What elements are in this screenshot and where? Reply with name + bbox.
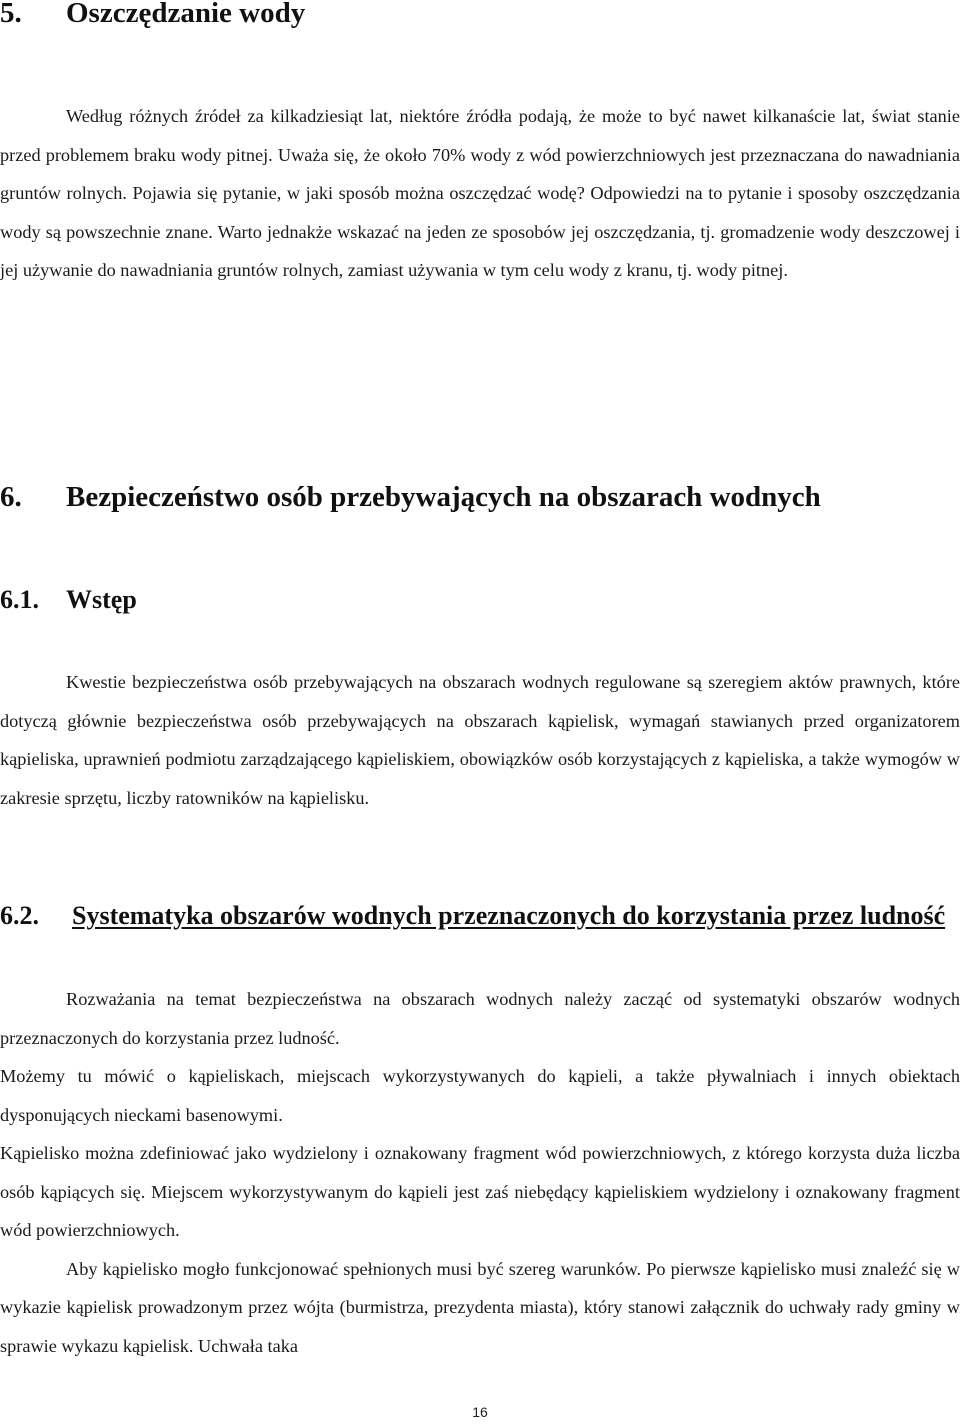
section-6-2-heading <box>0 901 960 931</box>
page-number: 16 <box>472 1404 488 1420</box>
section-6-title: Bezpieczeństwo osób przebywających na obszarach wodnych <box>66 481 821 513</box>
section-6-2-paragraph-4: Aby kąpielisko mogło funkcjonować spełnionych musi być szereg warunków. Po pierwsze kąpielisko musi znaleźć się w wykazie kąpielisk prowadzonym przez wójta (burmistrza, prezydenta miasta), który stanowi załącznik do uchwały rady gminy w sprawie wykazu kąpielisk. Uchwała taka <box>0 1258 960 1356</box>
section-5-title: Oszczędzanie wody <box>66 0 306 29</box>
section-5-paragraph-block <box>0 97 960 290</box>
section-5-heading-block <box>0 0 960 28</box>
section-6-number: 6. <box>0 481 22 513</box>
section-6-1-title: Wstęp <box>66 585 137 614</box>
section-6-2-heading-block <box>0 901 960 931</box>
section-6-2-paragraph-1: Rozważania na temat bezpieczeństwa na obszarach wodnych należy zacząć od systematyki obszarów wodnych przeznaczonych do korzystania przez ludność. <box>0 989 960 1048</box>
section-6-1-number: 6.1. <box>0 585 39 614</box>
section-6-2-body <box>0 980 960 1365</box>
section-6-2-number: 6.2. <box>0 901 39 930</box>
section-6-heading-block <box>0 482 960 512</box>
section-5-number: 5. <box>0 0 22 29</box>
section-5-heading <box>0 0 960 28</box>
section-6-1-heading <box>0 585 960 615</box>
section-6-1-paragraph-block <box>0 663 960 817</box>
section-6-heading <box>0 482 960 512</box>
section-6-1-heading-block <box>0 585 960 615</box>
section-6-2-paragraph-2: Możemy tu mówić o kąpieliskach, miejscach wykorzystywanych do kąpieli, a także pływalniach i innych obiektach dysponujących nieckami basenowymi. <box>0 1066 960 1125</box>
section-5-paragraph: Według różnych źródeł za kilkadziesiąt lat, niektóre źródła podają, że może to być nawet kilkanaście lat, świat stanie przed problemem braku wody pitnej. Uważa się, że około 70% wody z wód powierzchniowych jest przeznaczana do nawadniania gruntów rolnych. Pojawia się pytanie, w jaki sposób można oszczędzać wodę? Odpowiedzi na to pytanie i sposoby oszczędzania wody są powszechnie znane. Warto jednakże wskazać na jeden ze sposobów jej oszczędzania, tj. gromadzenie wody deszczowej i jej używanie do nawadniania gruntów rolnych, zamiast używania w tym celu wody z kranu, tj. wody pitnej. <box>0 106 960 280</box>
section-6-2-title: Systematyka obszarów wodnych przeznaczonych do korzystania przez ludność <box>72 901 946 930</box>
section-6-2-paragraph-3: Kąpielisko można zdefiniować jako wydzielony i oznakowany fragment wód powierzchniowych, z którego korzysta duża liczba osób kąpiących się. Miejscem wykorzystywanym do kąpieli jest zaś niebędący kąpieliskiem wydzielony i oznakowany fragment wód powierzchniowych. <box>0 1143 960 1240</box>
section-6-1-paragraph: Kwestie bezpieczeństwa osób przebywających na obszarach wodnych regulowane są szeregiem aktów prawnych, które dotyczą głównie bezpieczeństwa osób przebywających na obszarach kąpielisk, wymagań stawianych przed organizatorem kąpieliska, uprawnień podmiotu zarządzającego kąpieliskiem, obowiązków osób korzystających z kąpieliska, a także wymogów w zakresie sprzętu, liczby ratowników na kąpielisku. <box>0 672 960 808</box>
